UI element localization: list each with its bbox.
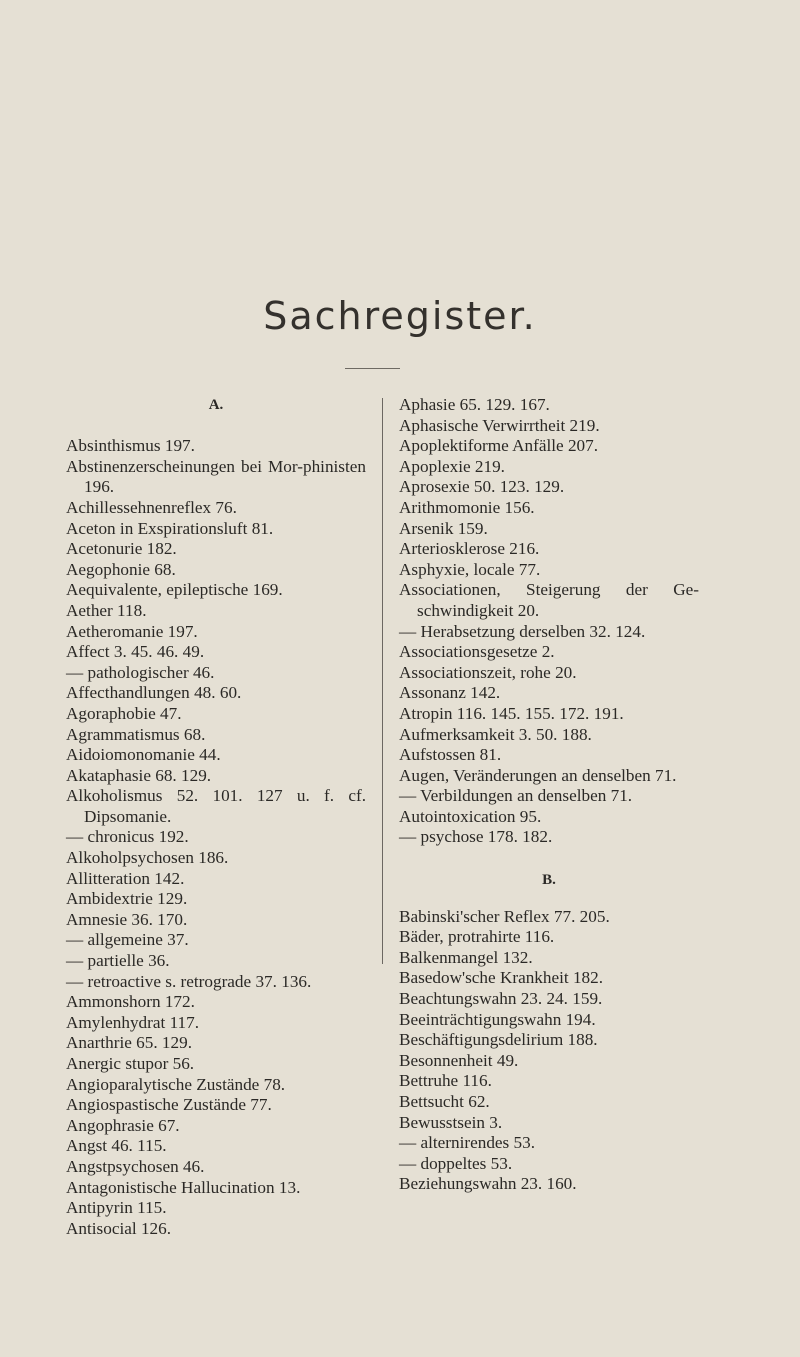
index-entry: Angstpsychosen 46. [66, 1156, 205, 1176]
index-entry: Akataphasie 68. 129. [66, 765, 212, 785]
index-entry: Augen, Veränderungen an denselben 71. [399, 765, 677, 785]
index-entry: Beschäftigungsdelirium 188. [399, 1030, 598, 1050]
right-column [399, 395, 699, 1195]
index-entry: Aphasische Verwirrtheit 219. [399, 415, 600, 435]
index-entry: — alternirendes 53. [399, 1133, 536, 1153]
title-rule [345, 368, 400, 369]
entry-list-a [66, 436, 366, 1239]
index-entry: Arteriosklerose 216. [399, 539, 540, 559]
index-entry: Aphasie 65. 129. 167. [399, 395, 550, 414]
index-entry: Acetonurie 182. [66, 539, 177, 559]
index-entry: Anarthrie 65. 129. [66, 1033, 193, 1053]
index-entry: Asphyxie, locale 77. [399, 559, 541, 579]
index-entry: Absinthismus 197. [66, 436, 195, 456]
index-entry: Bewusstsein 3. [399, 1112, 503, 1132]
index-entry: Angst 46. 115. [66, 1136, 167, 1156]
index-entry: Agoraphobie 47. [66, 703, 182, 723]
index-entry: — Verbildungen an denselben 71. [399, 786, 633, 806]
index-entry: Atropin 116. 145. 155. 172. 191. [399, 703, 624, 723]
index-entry: Ammonshorn 172. [66, 992, 195, 1012]
index-entry: — pathologischer 46. [66, 662, 215, 682]
index-entry: Aegophonie 68. [66, 559, 176, 579]
index-entry: Beeinträchtigungswahn 194. [399, 1009, 596, 1029]
index-entry: Aequivalente, epileptische 169. [66, 580, 283, 600]
index-entry: Beachtungswahn 23. 24. 159. [399, 989, 603, 1009]
index-entry: Balkenmangel 132. [399, 947, 533, 967]
index-entry: Arsenik 159. [399, 518, 488, 538]
index-entry: Babinski'scher Reflex 77. 205. [399, 906, 610, 926]
index-entry: Alkoholismus 52. 101. 127 u. f. cf. Dipsomanie. [66, 786, 366, 826]
index-entry: Antipyrin 115. [66, 1198, 167, 1218]
page-title: Sachregister. [263, 294, 537, 338]
index-entry: Angiospastische Zustände 77. [66, 1095, 272, 1115]
index-entry: Amnesie 36. 170. [66, 909, 188, 929]
index-entry: Agrammatismus 68. [66, 724, 206, 744]
index-entry: Associationen, Steigerung der Ge-schwindigkeit 20. [399, 580, 699, 620]
index-entry: Aufstossen 81. [399, 745, 502, 765]
index-entry: Anergic stupor 56. [66, 1054, 195, 1073]
index-entry: — chronicus 192. [66, 827, 189, 847]
index-entry: Associationsgesetze 2. [399, 642, 555, 662]
index-entry: Affect 3. 45. 46. 49. [66, 642, 205, 662]
column-divider [382, 398, 383, 964]
index-entry: Antagonistische Hallucination 13. [66, 1177, 301, 1197]
index-entry: Autointoxication 95. [399, 806, 542, 826]
index-entry: Antisocial 126. [66, 1218, 172, 1238]
index-entry: Bettsucht 62. [399, 1092, 490, 1111]
index-entry: — Herabsetzung derselben 32. 124. [399, 621, 646, 641]
index-entry: Aufmerksamkeit 3. 50. 188. [399, 724, 592, 744]
index-entry: — partielle 36. [66, 951, 170, 971]
entry-list-b [399, 907, 699, 1195]
index-entry: Allitteration 142. [66, 868, 185, 888]
index-entry: Apoplektiforme Anfälle 207. [399, 436, 599, 456]
index-entry: Apoplexie 219. [399, 456, 505, 476]
index-entry: Aidoiomonomanie 44. [66, 745, 221, 765]
index-entry: Assonanz 142. [399, 683, 501, 703]
entry-list-a-continued [399, 395, 699, 848]
left-column [66, 395, 366, 1239]
index-entry: Beziehungswahn 23. 160. [399, 1174, 577, 1194]
index-entry: Associationszeit, rohe 20. [399, 662, 577, 682]
index-entry: Ambidextrie 129. [66, 889, 188, 909]
section-heading-a: A. [208, 397, 224, 413]
index-entry: Abstinenzerscheinungen bei Mor-phinisten 196. [66, 456, 366, 497]
index-entry: Achillessehnenreflex 76. [66, 497, 237, 517]
index-entry: Aceton in Exspirationsluft 81. [66, 518, 274, 538]
index-entry: Aetheromanie 197. [66, 621, 198, 641]
index-entry: — allgemeine 37. [66, 930, 189, 950]
index-entry: Affecthandlungen 48. 60. [66, 683, 242, 703]
index-entry: Bäder, protrahirte 116. [399, 927, 555, 947]
index-entry: Amylenhydrat 117. [66, 1012, 200, 1032]
index-entry: Angophrasie 67. [66, 1115, 180, 1135]
index-entry: Angioparalytische Zustände 78. [66, 1074, 286, 1094]
index-entry: Bettruhe 116. [399, 1071, 492, 1091]
index-entry: Besonnenheit 49. [399, 1050, 519, 1070]
index-entry: — retroactive s. retrograde 37. 136. [66, 971, 312, 991]
section-heading-b: B. [542, 872, 556, 889]
index-entry: — psychose 178. 182. [399, 827, 553, 847]
index-entry: — doppeltes 53. [399, 1153, 513, 1173]
index-entry: Basedow'sche Krankheit 182. [399, 968, 604, 988]
index-entry: Arithmomonie 156. [399, 497, 535, 517]
index-entry: Alkoholpsychosen 186. [66, 848, 229, 868]
index-entry: Aether 118. [66, 600, 147, 620]
index-entry: Aprosexie 50. 123. 129. [399, 477, 565, 497]
